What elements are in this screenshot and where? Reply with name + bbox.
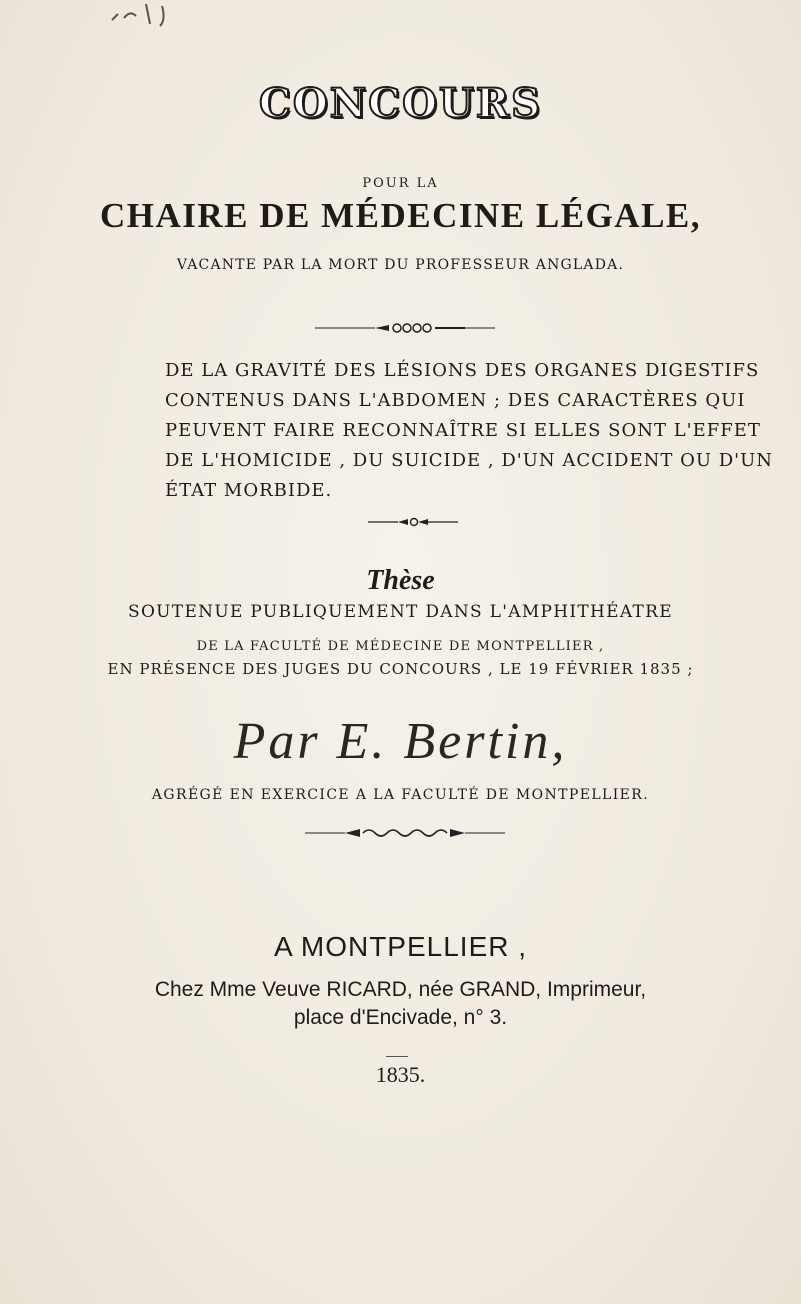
ornament-rule-1 — [315, 322, 495, 334]
vacante-line: VACANTE PAR LA MORT DU PROFESSEUR ANGLADA. — [176, 257, 625, 273]
imprint-city: A MONTPELLIER , — [273, 931, 528, 962]
author-name: Par E. Bertin, — [233, 713, 568, 770]
imprint-year: 1835. — [375, 1062, 426, 1087]
presence-line: EN PRÉSENCE DES JUGES DU CONCOURS , LE 19 FÉVRIER 1835 ; — [107, 660, 694, 678]
subject-line: PEUVENT FAIRE RECONNAÎTRE SI ELLES SONT L'EFFET — [165, 420, 761, 441]
subject-line: DE L'HOMICIDE , DU SUICIDE , D'UN ACCIDENT OU D'UN — [165, 450, 774, 471]
these-heading: Thèse — [366, 565, 435, 596]
thesis-subject — [165, 356, 774, 506]
author-title: AGRÉGÉ EN EXERCICE A LA FACULTÉ DE MONTPELLIER. — [151, 787, 650, 803]
ink-scrawl — [110, 0, 230, 28]
year-rule — [386, 1056, 408, 1057]
imprint-address: place d'Encivade, n° 3. — [293, 1006, 508, 1029]
faculte-line: DE LA FACULTÉ DE MÉDECINE DE MONTPELLIER , — [196, 639, 605, 654]
imprint-printer: Chez Mme Veuve RICARD, née GRAND, Imprimeur, — [154, 978, 647, 1001]
ornament-rule-2 — [368, 517, 458, 527]
subject-line: ÉTAT MORBIDE. — [165, 480, 333, 501]
pour-la: POUR LA — [362, 176, 439, 191]
subject-line: DE LA GRAVITÉ DES LÉSIONS DES ORGANES DIGESTIFS — [165, 360, 760, 381]
ornament-rule-3 — [305, 826, 505, 840]
concours-title: CONCOURS — [259, 80, 542, 127]
subject-line: CONTENUS DANS L'ABDOMEN ; DES CARACTÈRES QUI — [165, 390, 746, 411]
chaire-title: CHAIRE DE MÉDECINE LÉGALE, — [99, 196, 702, 235]
soutenue-line: SOUTENUE PUBLIQUEMENT DANS L'AMPHITHÉATRE — [128, 602, 673, 622]
